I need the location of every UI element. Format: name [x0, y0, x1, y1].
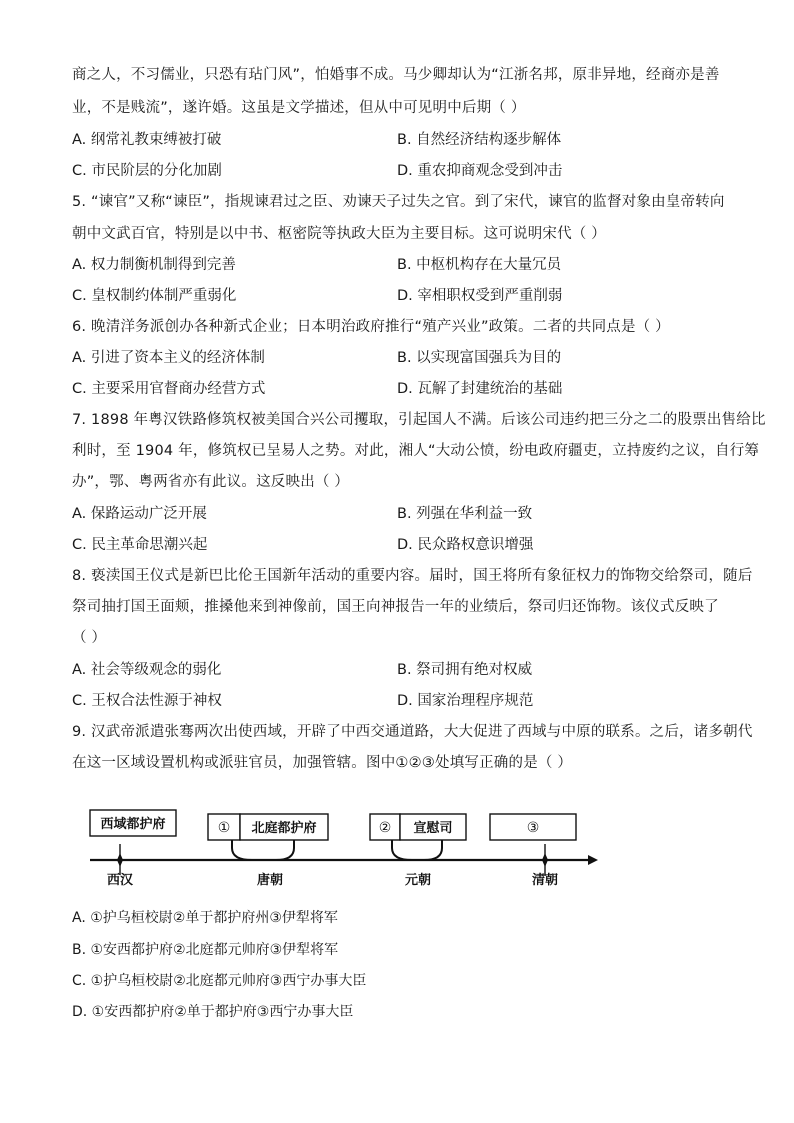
q6-option-d: D. 瓦解了封建统治的基础	[397, 381, 563, 397]
q4-option-c: C. 市民阶层的分化加剧	[72, 163, 222, 179]
q9-option-c: C. ①护乌桓校尉②北庭都元帅府③西宁办事大臣	[72, 973, 367, 989]
q6-option-b: B. 以实现富国强兵为目的	[397, 350, 562, 366]
slot-2-number: ②	[378, 820, 392, 836]
tick-qing-mark	[542, 853, 548, 867]
q4-option-d: D. 重农抑商观念受到冲击	[397, 163, 563, 179]
era-qing: 清朝	[531, 873, 559, 888]
q8-option-c: C. 王权合法性源于神权	[72, 693, 222, 709]
q5-stem-line2: 朝中文武百官，特别是以中书、枢密院等执政大臣为主要目标。这可说明宋代（ ）	[72, 226, 607, 242]
q4-option-a: A. 纲常礼教束缚被打破	[72, 132, 222, 148]
q5-option-a: A. 权力制衡机制得到完善	[72, 257, 236, 273]
q8-option-a: A. 社会等级观念的弱化	[72, 662, 222, 678]
q4-option-b: B. 自然经济结构逐步解体	[397, 132, 562, 148]
box-xiyu-label: 西域都护府	[100, 817, 166, 832]
q8-option-b: B. 祭司拥有绝对权威	[397, 662, 533, 678]
timeline-diagram	[80, 800, 620, 890]
q7-stem-line3: 办”，鄂、粤两省亦有此议。这反映出（ ）	[72, 474, 350, 490]
era-tang: 唐朝	[256, 873, 284, 888]
q6-stem-line1: 6. 晚清洋务派创办各种新式企业；日本明治政府推行“殖产兴业”政策。二者的共同点是（ ）	[72, 319, 670, 335]
q4-stem-line2: 业，不是贱流”，遂许婚。这虽是文学描述，但从中可见明中后期（ ）	[72, 100, 526, 116]
q5-stem-line1: 5. “谏官”又称“谏臣”，指规谏君过之臣、劝谏天子过失之官。到了宋代，谏官的监督对象由皇帝转向	[72, 194, 725, 210]
q9-stem-line2: 在这一区域设置机构或派驻官员，加强管辖。图中①②③处填写正确的是（ ）	[72, 755, 573, 771]
q4-stem-line1: 商之人，不习儒业，只恐有玷门风”，怕婚事不成。马少卿却认为“江浙名邦，原非异地，经商亦是善	[72, 67, 720, 83]
era-xihan: 西汉	[106, 873, 134, 888]
era-yuan: 元朝	[404, 873, 432, 888]
q9-option-b: B. ①安西都护府②北庭都元帅府③伊犁将军	[72, 942, 339, 958]
q8-option-d: D. 国家治理程序规范	[397, 693, 534, 709]
q9-option-a: A. ①护乌桓校尉②单于都护府州③伊犁将军	[72, 910, 338, 926]
box-beiting-label: 北庭都护府	[251, 821, 317, 836]
bracket-tang	[232, 840, 294, 860]
q5-option-d: D. 宰相职权受到严重削弱	[397, 288, 563, 304]
q8-stem-line1: 8. 亵渎国王仪式是新巴比伦王国新年活动的重要内容。届时，国王将所有象征权力的饰物交给祭司，随后	[72, 568, 753, 584]
tick-xihan-mark	[117, 853, 123, 867]
bracket-yuan	[392, 840, 442, 860]
slot-1-number: ①	[217, 820, 231, 836]
q7-option-a: A. 保路运动广泛开展	[72, 506, 207, 522]
q7-option-b: B. 列强在华利益一致	[397, 506, 533, 522]
q8-stem-line3: （ ）	[72, 630, 107, 646]
q7-stem-line1: 7. 1898 年粤汉铁路修筑权被美国合兴公司攫取，引起国人不满。后该公司违约把三分之二的股票出售给比	[72, 412, 766, 428]
q9-option-d: D. ①安西都护府②单于都护府③西宁办事大臣	[72, 1004, 354, 1020]
timeline-arrowhead	[588, 855, 598, 865]
q7-option-d: D. 民众路权意识增强	[397, 537, 534, 553]
q8-stem-line2: 祭司抽打国王面颊，推搡他来到神像前，国王向神报告一年的业绩后，祭司归还饰物。该仪式反映了	[72, 599, 719, 615]
q5-option-c: C. 皇权制约体制严重弱化	[72, 288, 237, 304]
q6-option-c: C. 主要采用官督商办经营方式	[72, 381, 266, 397]
q9-stem-line1: 9. 汉武帝派遣张骞两次出使西域，开辟了中西交通道路，大大促进了西域与中原的联系。之后，诸多朝代	[72, 724, 753, 740]
q7-option-c: C. 民主革命思潮兴起	[72, 537, 208, 553]
q5-option-b: B. 中枢机构存在大量冗员	[397, 257, 562, 273]
slot-3-number: ③	[526, 820, 540, 836]
box-xuanwei-label: 宣慰司	[413, 821, 453, 836]
q7-stem-line2: 利时，至 1904 年，修筑权已呈易人之势。对此，湘人“大动公愤，纷电政府疆吏，立持废约之议，自行筹	[72, 443, 760, 459]
q6-option-a: A. 引进了资本主义的经济体制	[72, 350, 265, 366]
